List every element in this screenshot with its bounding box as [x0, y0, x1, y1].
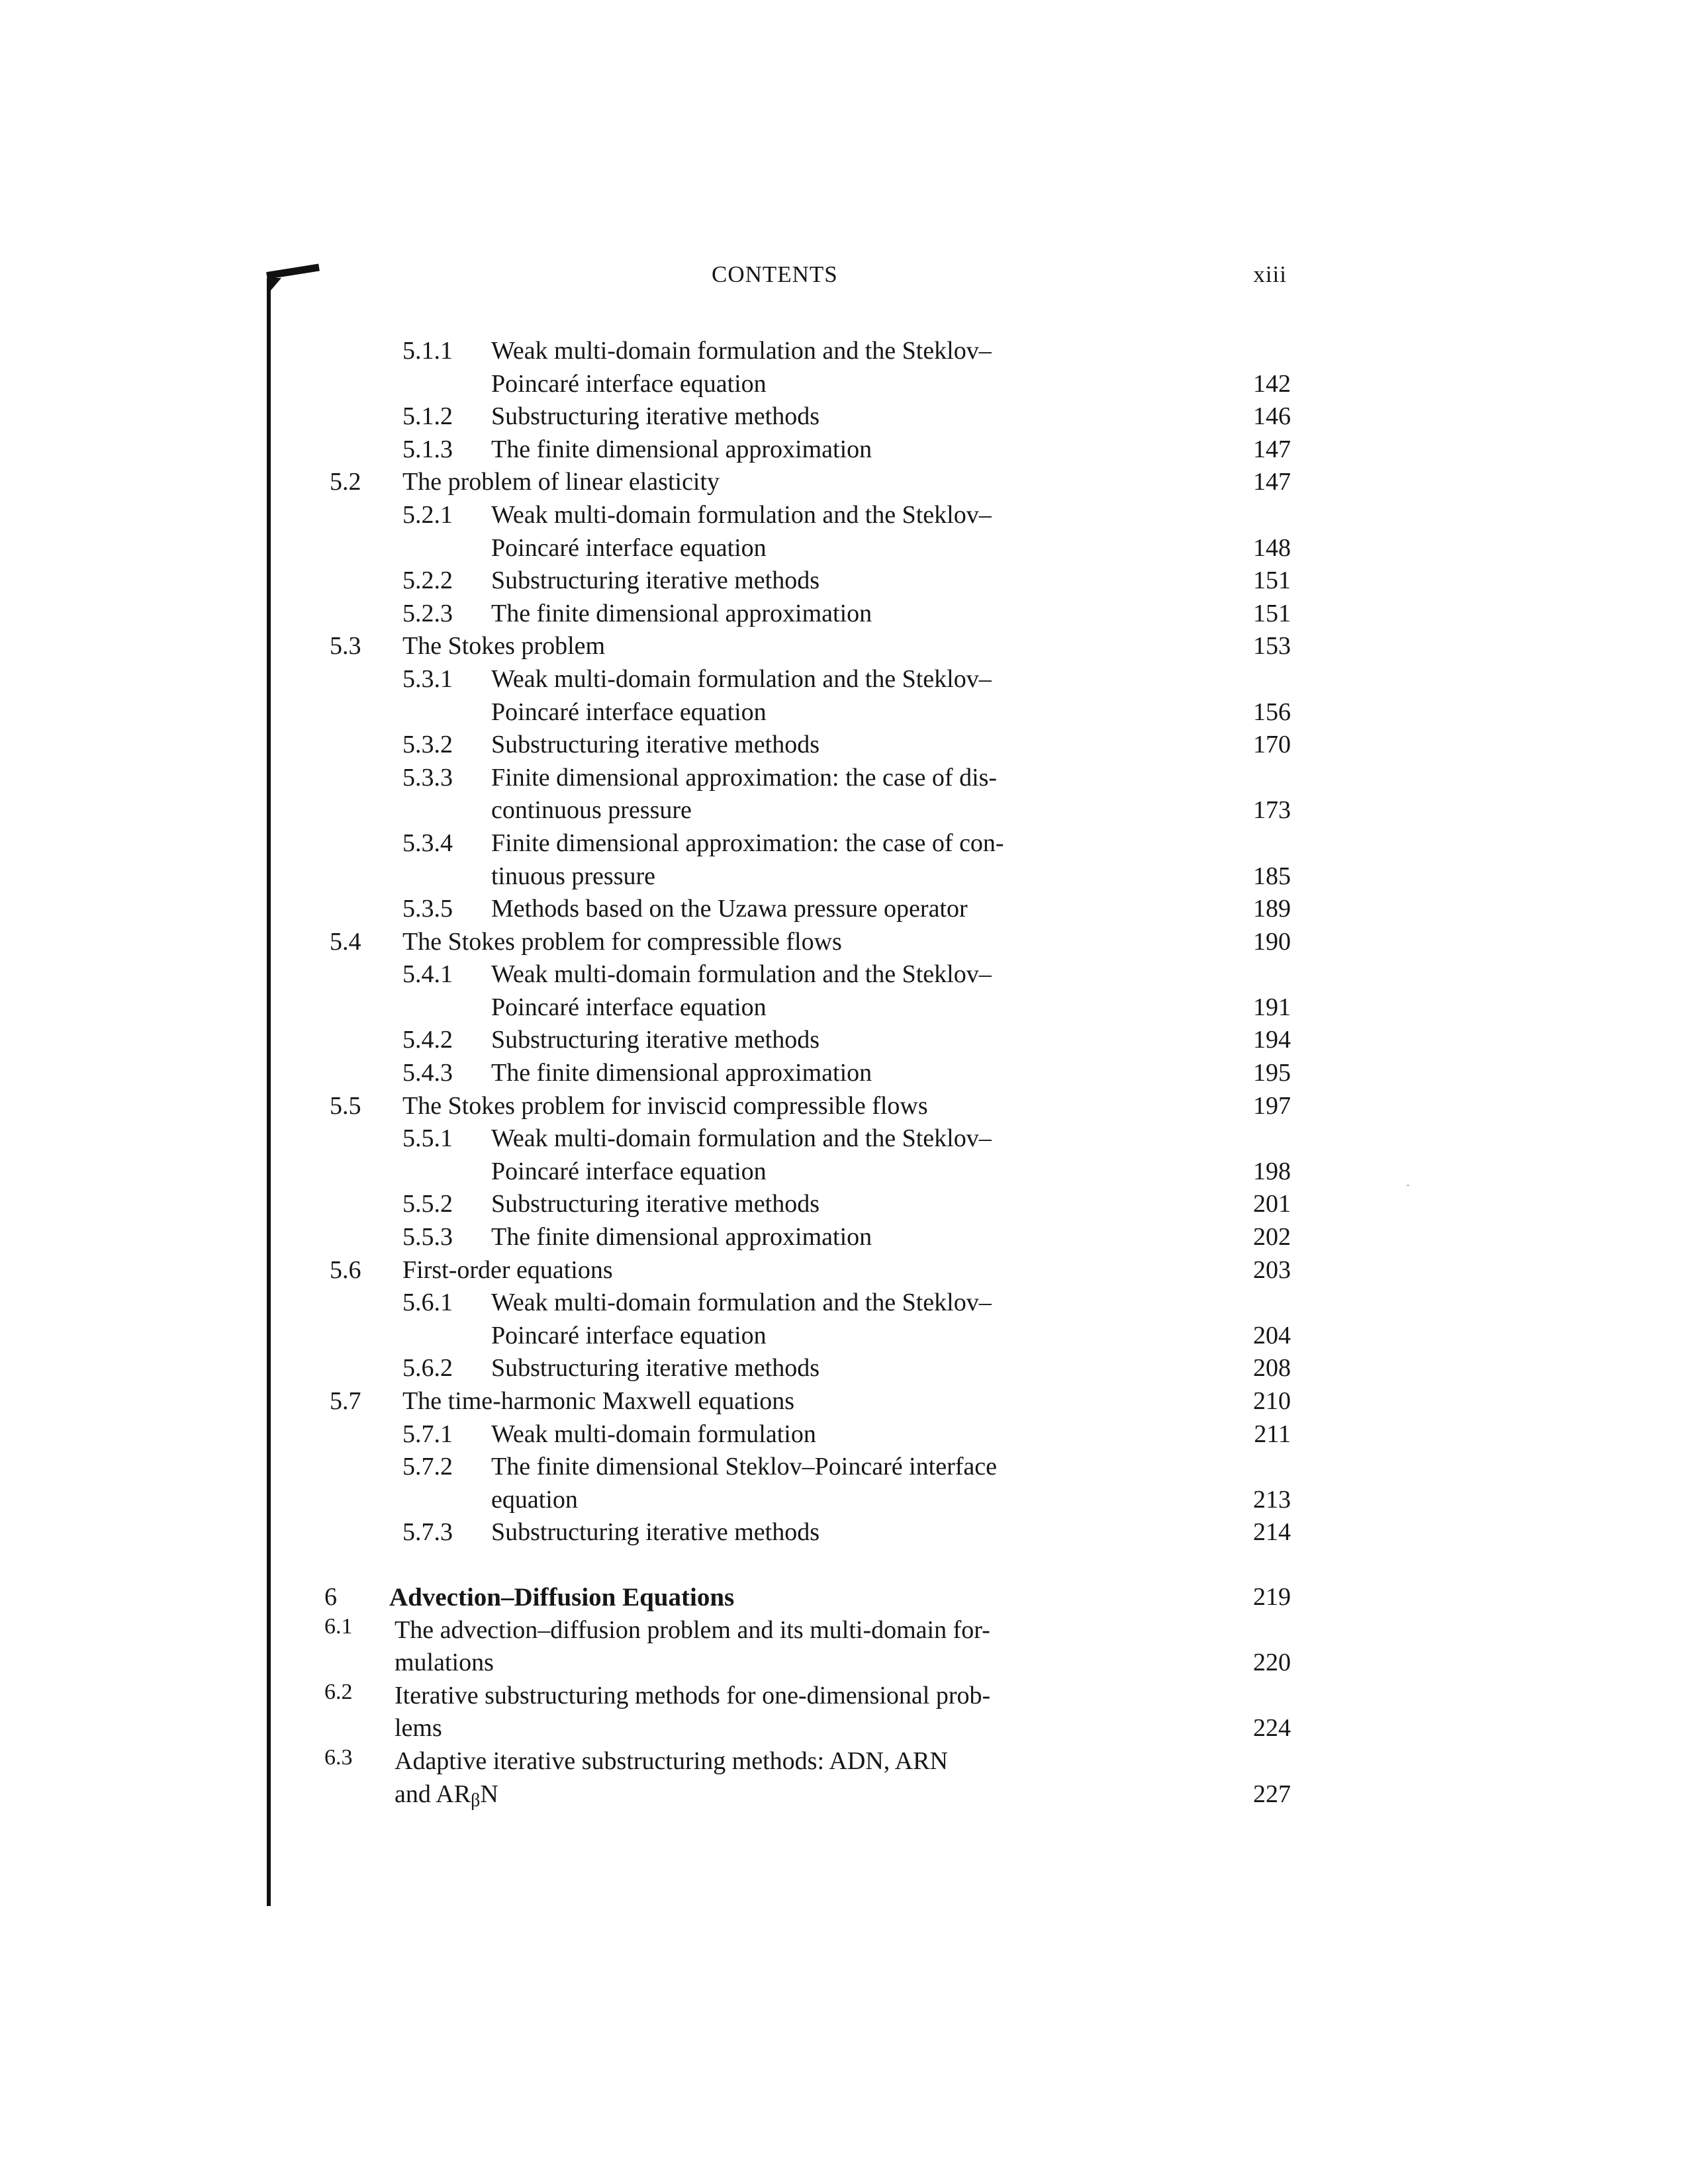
toc-entry[interactable] [318, 565, 1291, 598]
toc-entry-page: 190 [1253, 927, 1291, 956]
toc-entry[interactable] [318, 1090, 1291, 1123]
toc-entry-number: 5.3.2 [402, 731, 453, 759]
toc-entry-continuation[interactable] [318, 532, 1291, 565]
toc-entry-title: Substructuring iterative methods [491, 1026, 820, 1054]
toc-entry-title: Poincaré interface equation [491, 698, 767, 726]
toc-entry-title: The finite dimensional approximation [491, 1059, 872, 1087]
toc-entry-continuation[interactable] [318, 696, 1291, 729]
toc-entry-title: equation [491, 1485, 578, 1514]
toc-entry-number: 5.2 [330, 468, 361, 496]
toc-entry-title: Iterative substructuring methods for one-dimensional prob- [395, 1681, 991, 1709]
toc-entry-title: The Stokes problem [402, 632, 606, 660]
toc-entry-number: 5.1.2 [402, 402, 453, 431]
toc-entry-page: 189 [1253, 895, 1291, 923]
toc-entry-page: 213 [1253, 1485, 1291, 1514]
toc-entry-page: 195 [1253, 1059, 1291, 1087]
toc-entry-number: 5.7.1 [402, 1420, 453, 1448]
toc-entry-title: The finite dimensional approximation [491, 1223, 872, 1251]
toc-entry[interactable] [318, 762, 1291, 795]
toc-entry-number: 5.3.4 [402, 829, 453, 857]
toc-entry-number: 5.3 [330, 632, 361, 660]
toc-entry-page: 170 [1253, 731, 1291, 759]
toc-entry-title: Substructuring iterative methods [491, 731, 820, 759]
toc-entry-number: 5.3.1 [402, 664, 453, 693]
toc-entry-title: The finite dimensional Steklov–Poincaré interface [491, 1453, 997, 1481]
toc-entry[interactable] [318, 1745, 1291, 1778]
toc-entry-continuation[interactable] [318, 794, 1291, 827]
toc-entry-title [395, 1778, 498, 1817]
toc-entry[interactable] [318, 433, 1291, 467]
toc-entry-number: 5.6 [330, 1255, 361, 1284]
toc-entry-continuation[interactable] [318, 991, 1291, 1024]
toc-entry-title: Finite dimensional approximation: the case of con- [491, 829, 1004, 857]
toc-entry[interactable] [318, 1385, 1291, 1418]
toc-entry-title: Substructuring iterative methods [491, 1518, 820, 1547]
toc-entry-page: 191 [1253, 993, 1291, 1021]
toc-entries-list [318, 335, 1291, 1549]
toc-entry-title: Methods based on the Uzawa pressure operator [491, 895, 968, 923]
toc-entry-number: 5.5 [330, 1091, 361, 1120]
chapter-page: 219 [1253, 1582, 1291, 1611]
toc-entry-title: lems [395, 1714, 442, 1743]
toc-entry-page: 142 [1253, 369, 1291, 398]
toc-entry-title: Poincaré interface equation [491, 533, 767, 562]
toc-entry-number: 5.1.3 [402, 435, 453, 463]
toc-entry[interactable] [318, 1188, 1291, 1221]
toc-entry-title: First-order equations [402, 1255, 613, 1284]
toc-entry-continuation[interactable] [318, 1320, 1291, 1353]
toc-entry-number: 5.4.1 [402, 960, 453, 989]
toc-entry-title: Adaptive iterative substructuring methods: ADN, ARN [395, 1747, 948, 1775]
toc-entry-title: The finite dimensional approximation [491, 435, 872, 463]
running-header-title: CONTENTS [712, 261, 838, 287]
toc-entry-title: Substructuring iterative methods [491, 567, 820, 595]
toc-entry-number: 5.7.3 [402, 1518, 453, 1547]
toc-entry[interactable] [318, 1614, 1291, 1647]
toc-entry-number: 5.2.2 [402, 567, 453, 595]
toc-entry[interactable] [318, 466, 1291, 499]
running-header-page-number: xiii [1253, 261, 1287, 287]
toc-entry-continuation[interactable] [318, 1778, 1291, 1811]
running-header [0, 261, 1688, 301]
toc-entry[interactable] [318, 926, 1291, 959]
toc-entry-title: The problem of linear elasticity [402, 468, 720, 496]
toc-entry[interactable] [318, 663, 1291, 696]
page-margin-rule [267, 278, 271, 1906]
toc-entry-page: 197 [1253, 1091, 1291, 1120]
toc-entry-page: 151 [1253, 567, 1291, 595]
toc-entry[interactable] [318, 1418, 1291, 1451]
toc-entry-title: Weak multi-domain formulation and the Steklov– [491, 1124, 992, 1153]
toc-entry-title: Substructuring iterative methods [491, 402, 820, 431]
toc-entry-page: 203 [1253, 1255, 1291, 1284]
toc-entry-title-subscript: β [471, 1790, 481, 1811]
toc-entry-title: continuous pressure [491, 796, 692, 825]
toc-entry-continuation[interactable] [318, 368, 1291, 401]
toc-entry-continuation[interactable] [318, 1484, 1291, 1517]
toc-entry[interactable] [318, 1451, 1291, 1484]
toc-entry-page: 147 [1253, 468, 1291, 496]
toc-entry[interactable] [318, 893, 1291, 926]
toc-entry-number: 5.7.2 [402, 1453, 453, 1481]
toc-entry[interactable] [318, 400, 1291, 433]
toc-entry-page: 173 [1253, 796, 1291, 825]
toc-entry-page: 210 [1253, 1387, 1291, 1415]
toc-entry-title: The finite dimensional approximation [491, 599, 872, 627]
toc-entry-page: 194 [1253, 1026, 1291, 1054]
toc-entry[interactable] [318, 1024, 1291, 1057]
toc-entry-continuation[interactable] [318, 860, 1291, 893]
chapter-title: Advection–Diffusion Equations [389, 1582, 735, 1612]
toc-entry-title: Poincaré interface equation [491, 1157, 767, 1185]
toc-entry-number: 5.7 [330, 1387, 361, 1415]
toc-entry-continuation[interactable] [318, 1712, 1291, 1745]
toc-entry-number: 5.4 [330, 927, 361, 956]
chapter-heading[interactable] [318, 1581, 1291, 1614]
toc-entry-page: 214 [1253, 1518, 1291, 1547]
toc-entry-title-part: N [480, 1780, 498, 1808]
chapter-number: 6 [324, 1582, 337, 1611]
toc-entry-title-part: and AR [395, 1780, 471, 1808]
toc-entry-page: 147 [1253, 435, 1291, 463]
toc-entry-page: 151 [1253, 599, 1291, 627]
toc-entry-page: 224 [1253, 1714, 1291, 1743]
toc-entry[interactable] [318, 1057, 1291, 1090]
scan-speck [1407, 1185, 1409, 1186]
toc-entry-number: 5.6.1 [402, 1289, 453, 1317]
toc-entry-number: 5.5.1 [402, 1124, 453, 1153]
toc-entry[interactable] [318, 1352, 1291, 1385]
table-of-contents [318, 335, 1291, 1811]
toc-entry-number: 5.1.1 [402, 337, 453, 365]
toc-entry-title: The time-harmonic Maxwell equations [402, 1387, 794, 1415]
toc-entry-number: 5.2.3 [402, 599, 453, 627]
toc-entry-title: Poincaré interface equation [491, 1321, 767, 1349]
toc-entry[interactable] [318, 958, 1291, 991]
toc-entry-continuation[interactable] [318, 1647, 1291, 1680]
toc-entry[interactable] [318, 729, 1291, 762]
toc-entry-page: 227 [1253, 1780, 1291, 1808]
chapter-spacer [318, 1549, 1291, 1581]
chapter-sections-list [318, 1614, 1291, 1811]
toc-entry-title: Weak multi-domain formulation and the Steklov– [491, 500, 992, 529]
toc-entry-title: Weak multi-domain formulation [491, 1420, 816, 1448]
toc-entry-title: Finite dimensional approximation: the case of dis- [491, 763, 998, 792]
toc-entry-title: tinuous pressure [491, 862, 656, 890]
toc-entry-page: 198 [1253, 1157, 1291, 1185]
toc-entry-number: 5.4.3 [402, 1059, 453, 1087]
toc-entry-page: 204 [1253, 1321, 1291, 1349]
toc-entry-number: 5.5.2 [402, 1190, 453, 1218]
toc-entry-page: 153 [1253, 632, 1291, 660]
toc-entry-title: Poincaré interface equation [491, 369, 767, 398]
toc-entry[interactable] [318, 1122, 1291, 1156]
toc-entry-title: The Stokes problem for inviscid compressible flows [402, 1091, 928, 1120]
toc-entry[interactable] [318, 1287, 1291, 1320]
toc-entry[interactable] [318, 827, 1291, 860]
toc-entry-number: 6.1 [324, 1614, 353, 1639]
toc-entry-number: 6.2 [324, 1679, 353, 1704]
toc-entry-page: 156 [1253, 698, 1291, 726]
toc-entry[interactable] [318, 1221, 1291, 1254]
toc-entry-title: The Stokes problem for compressible flows [402, 927, 842, 956]
toc-entry-number: 5.4.2 [402, 1026, 453, 1054]
toc-entry-page: 208 [1253, 1354, 1291, 1383]
toc-entry-title: Substructuring iterative methods [491, 1354, 820, 1383]
toc-entry-title: mulations [395, 1649, 494, 1677]
toc-entry-page: 148 [1253, 533, 1291, 562]
toc-entry-number: 5.2.1 [402, 500, 453, 529]
toc-entry-title: The advection–diffusion problem and its multi-domain for- [395, 1615, 990, 1644]
toc-entry-number: 5.3.3 [402, 763, 453, 792]
toc-entry-continuation[interactable] [318, 1156, 1291, 1189]
toc-entry-page: 201 [1253, 1190, 1291, 1218]
toc-entry[interactable] [318, 1254, 1291, 1287]
toc-entry-title: Weak multi-domain formulation and the Steklov– [491, 960, 992, 989]
toc-entry-title: Weak multi-domain formulation and the Steklov– [491, 337, 992, 365]
toc-entry[interactable] [318, 1680, 1291, 1713]
toc-entry-number: 5.5.3 [402, 1223, 453, 1251]
toc-entry-page: 146 [1253, 402, 1291, 431]
toc-entry[interactable] [318, 499, 1291, 532]
toc-entry-number: 5.3.5 [402, 895, 453, 923]
toc-entry-number: 6.3 [324, 1745, 353, 1770]
toc-entry-page: 220 [1253, 1649, 1291, 1677]
toc-entry-title: Weak multi-domain formulation and the Steklov– [491, 1289, 992, 1317]
toc-entry[interactable] [318, 598, 1291, 631]
toc-entry-title: Substructuring iterative methods [491, 1190, 820, 1218]
toc-entry[interactable] [318, 1516, 1291, 1549]
toc-entry-number: 5.6.2 [402, 1354, 453, 1383]
toc-entry-title: Weak multi-domain formulation and the Steklov– [491, 664, 992, 693]
toc-entry-page: 185 [1253, 862, 1291, 890]
toc-entry-page: 211 [1254, 1420, 1291, 1448]
toc-entry-page: 202 [1253, 1223, 1291, 1251]
toc-entry[interactable] [318, 335, 1291, 368]
toc-entry[interactable] [318, 630, 1291, 663]
toc-entry-title: Poincaré interface equation [491, 993, 767, 1021]
